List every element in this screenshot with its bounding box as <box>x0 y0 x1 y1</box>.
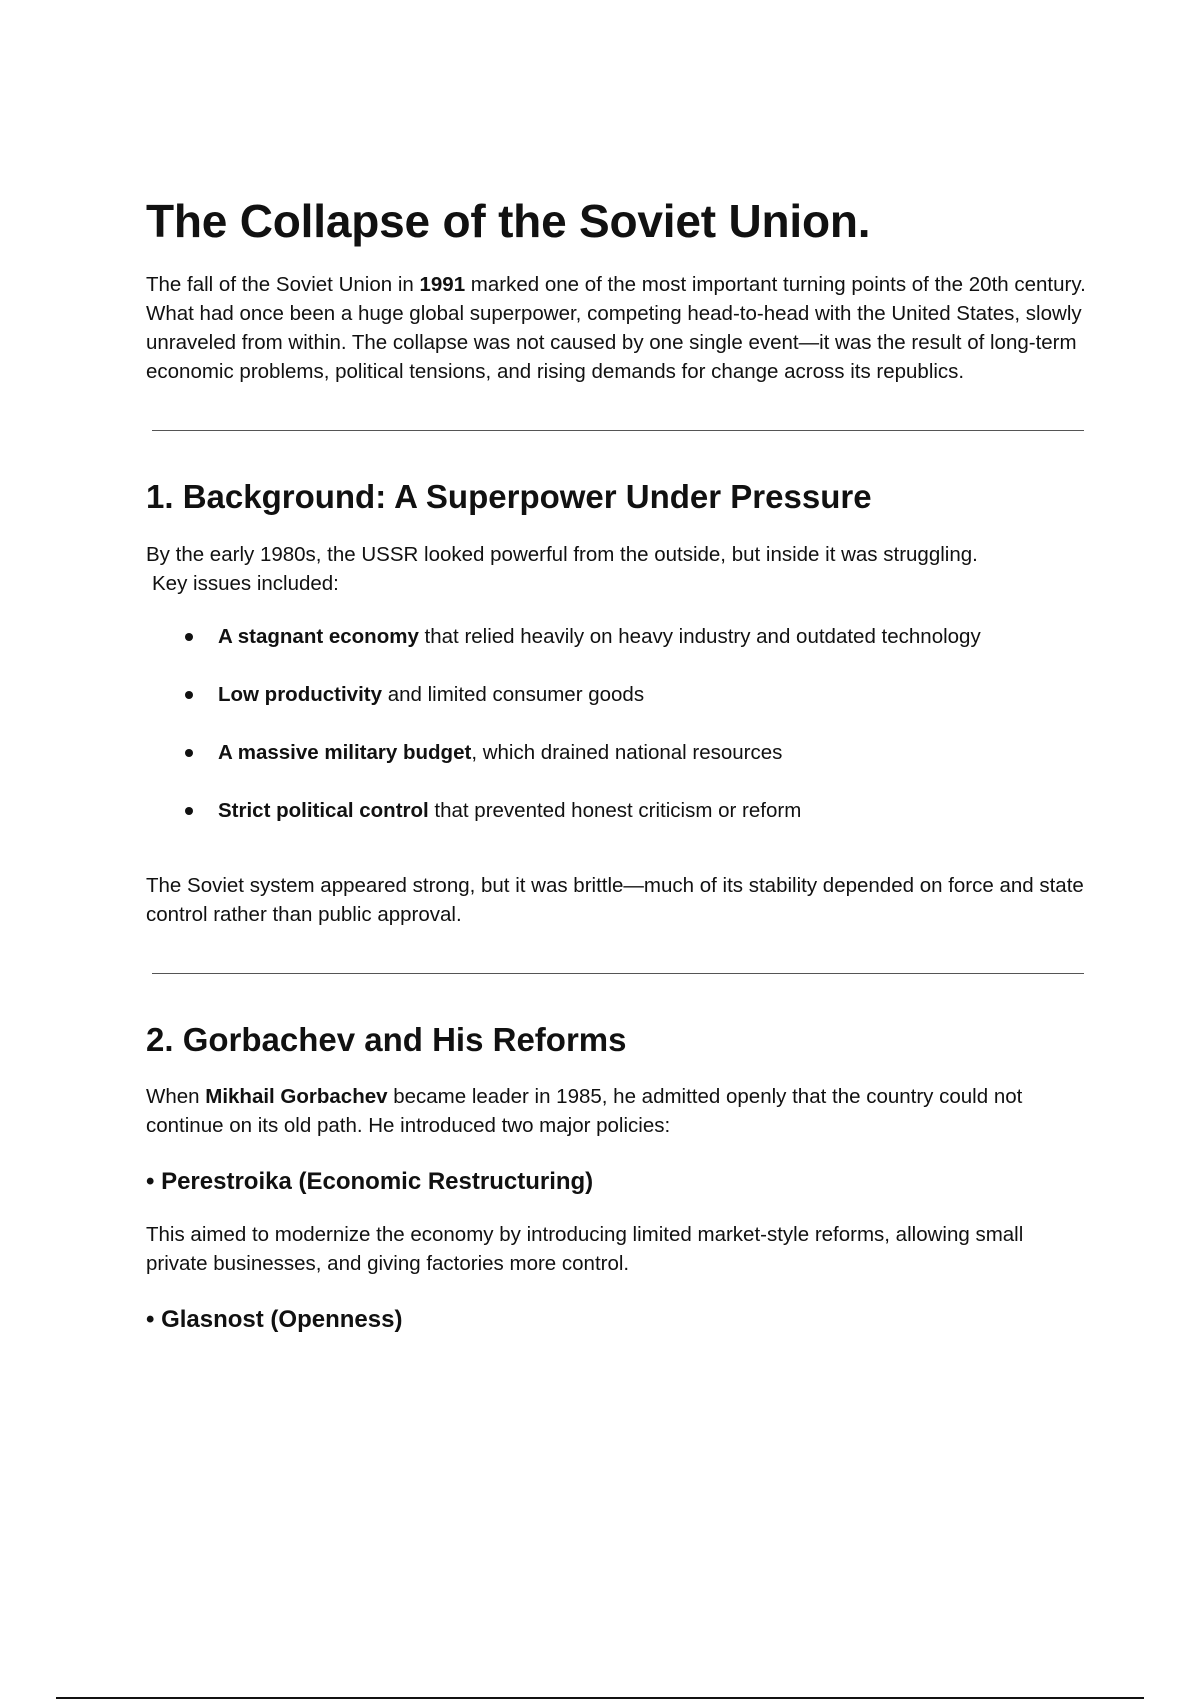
list-item-bold: Strict political control <box>218 799 429 822</box>
section-divider <box>152 973 1084 974</box>
bullet-icon <box>185 691 193 699</box>
section1-closing: The Soviet system appeared strong, but it was brittle—much of its stability depended on force and state control rather than public approval. <box>146 874 1084 926</box>
intro-year: 1991 <box>419 273 466 296</box>
list-item-text: and limited consumer goods <box>382 683 645 706</box>
list-item <box>146 622 1086 651</box>
section1-heading: 1. Background: A Superpower Under Pressure <box>146 478 872 515</box>
section-divider <box>152 430 1084 431</box>
list-item <box>146 796 1086 825</box>
key-issues-list <box>146 622 1086 825</box>
intro-paragraph <box>146 270 1086 386</box>
section2-heading: 2. Gorbachev and His Reforms <box>146 1021 627 1058</box>
policy1-text: This aimed to modernize the economy by introducing limited market-style reforms, allowing small private businesses, and giving factories more control. <box>146 1223 1024 1275</box>
policy2-heading: • Glasnost (Openness) <box>146 1306 403 1333</box>
list-item-text: that prevented honest criticism or reform <box>428 799 802 822</box>
bullet-icon <box>185 807 193 815</box>
section2-lead <box>146 1082 1086 1140</box>
document-page <box>146 190 1086 1336</box>
list-item-bold: A massive military budget <box>218 741 472 764</box>
list-item-bold: A stagnant economy <box>218 625 419 648</box>
section1-lead-line2: Key issues included: <box>152 572 339 595</box>
intro-text-rest: marked one of the most important turning points of the 20th century. What had once been a huge global superpower, competing head-to-head with the United States, slowly unraveled from within. The collapse was not caused by one single event—it was the result of long-term economic problems, political tensions, and rising demands for change across its republics. <box>146 273 1086 383</box>
bullet-icon <box>185 749 193 757</box>
section1-lead-line1: By the early 1980s, the USSR looked powerful from the outside, but inside it was struggling. <box>146 543 978 566</box>
policy1-heading: • Perestroika (Economic Restructuring) <box>146 1168 594 1195</box>
list-item <box>146 680 1086 709</box>
list-item <box>146 738 1086 767</box>
bullet-icon <box>185 633 193 641</box>
list-item-text: that relied heavily on heavy industry and outdated technology <box>418 625 981 648</box>
list-item-bold: Low productivity <box>218 683 382 706</box>
list-item-text: , which drained national resources <box>471 741 783 764</box>
page-bottom-rule <box>56 1697 1144 1699</box>
section2-lead-name: Mikhail Gorbachev <box>205 1085 388 1108</box>
intro-text-start: The fall of the Soviet Union in <box>146 273 420 296</box>
section1-lead <box>146 540 1086 598</box>
section2-lead-start: When <box>146 1085 206 1108</box>
document-title: The Collapse of the Soviet Union. <box>146 195 871 247</box>
section2-lead-rest: became leader in 1985, he admitted openly that the country could not continue on its old path. He introduced two major policies: <box>146 1085 1023 1137</box>
